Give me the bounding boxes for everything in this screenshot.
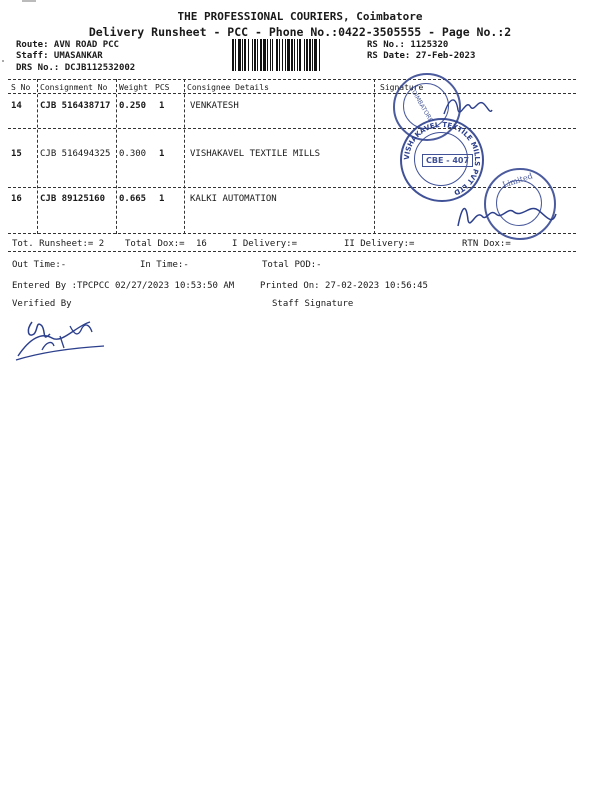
table-row-sno: 15 [11, 149, 22, 159]
company-title: THE PROFESSIONAL COURIERS, Coimbatore [177, 10, 423, 23]
rs-date: RS Date: 27-Feb-2023 [367, 51, 476, 61]
verified-by-label: Verified By [12, 299, 72, 309]
table-row-consignment: CJB 89125160 [40, 194, 106, 204]
seal-code: CBE - 407 [422, 154, 473, 167]
table-row-consignee: KALKI AUTOMATION [190, 194, 277, 204]
printed-on: Printed On: 27-02-2023 10:56:45 [260, 281, 428, 291]
barcode [232, 39, 358, 71]
table-row-consignment: CJB 516494325 [40, 149, 111, 159]
runsheet-subtitle: Delivery Runsheet - PCC - Phone No.:0422-3505555 - Page No.:2 [88, 25, 512, 39]
staff-label: Staff: UMASANKAR [16, 51, 103, 61]
scan-speck [22, 0, 36, 2]
staff-signature-label: Staff Signature [272, 299, 354, 309]
signature-mark [452, 196, 562, 236]
in-time: In Time:- [140, 260, 189, 270]
totals-rule [8, 251, 576, 252]
ii-delivery: II Delivery:= [344, 239, 415, 249]
table-row-sno: 16 [11, 194, 22, 204]
drs-number: DRS No.: DCJB112532002 [16, 63, 136, 73]
table-row-consignee: VISHAKAVEL TEXTILE MILLS [190, 149, 321, 159]
seal-ring-text [400, 118, 484, 202]
table-row-pcs: 1 [159, 149, 165, 159]
table-row-pcs: 1 [159, 194, 165, 204]
total-dox-label: Total Dox:= [125, 239, 185, 249]
col-divider [37, 79, 38, 234]
table-top-rule [8, 79, 576, 80]
col-header-weight: Weight [119, 83, 148, 92]
table-row-pcs: 1 [159, 101, 165, 111]
entered-by: Entered By :TPCPCC 02/27/2023 10:53:50 AM [12, 281, 235, 291]
col-header-consignment: Consignment No [40, 83, 108, 92]
col-header-consignee: Consignee Details [187, 83, 269, 92]
stamp-limited-text: Limited [501, 171, 534, 190]
col-header-pcs: PCS [155, 83, 170, 92]
verified-signature [12, 312, 112, 364]
table-row-weight: 0.665 [119, 194, 147, 204]
tot-runsheet: Tot. Runsheet:= 2 [12, 239, 105, 249]
table-row-weight: 0.300 [119, 149, 147, 159]
route-label: Route: AVN ROAD PCC [16, 40, 119, 50]
col-header-sno: S No [11, 83, 31, 92]
out-time: Out Time:- [12, 260, 67, 270]
rtn-dox: RTN Dox:= [462, 239, 511, 249]
signature-mark [440, 92, 496, 122]
table-row-weight: 0.250 [119, 101, 147, 111]
stamp-city-text: COIMBATORE [407, 85, 435, 124]
table-row-sno: 14 [11, 101, 22, 111]
table-row-consignee: VENKATESH [190, 101, 239, 111]
col-divider [116, 79, 117, 234]
row-rule [8, 128, 576, 129]
total-dox-value: 16 [196, 239, 207, 249]
svg-text:VISHAKAVEL TEXTILE MILLS PVT L: VISHAKAVEL TEXTILE MILLS PVT LTD [402, 120, 482, 197]
total-pod: Total POD:- [262, 260, 322, 270]
i-delivery: I Delivery:= [232, 239, 298, 249]
scan-speck [2, 60, 4, 62]
rs-number: RS No.: 1125320 [367, 40, 449, 50]
table-row-consignment: CJB 516438717 [40, 101, 111, 111]
col-divider [184, 79, 185, 234]
col-header-signature: Signature [380, 83, 424, 92]
col-divider [374, 79, 375, 234]
